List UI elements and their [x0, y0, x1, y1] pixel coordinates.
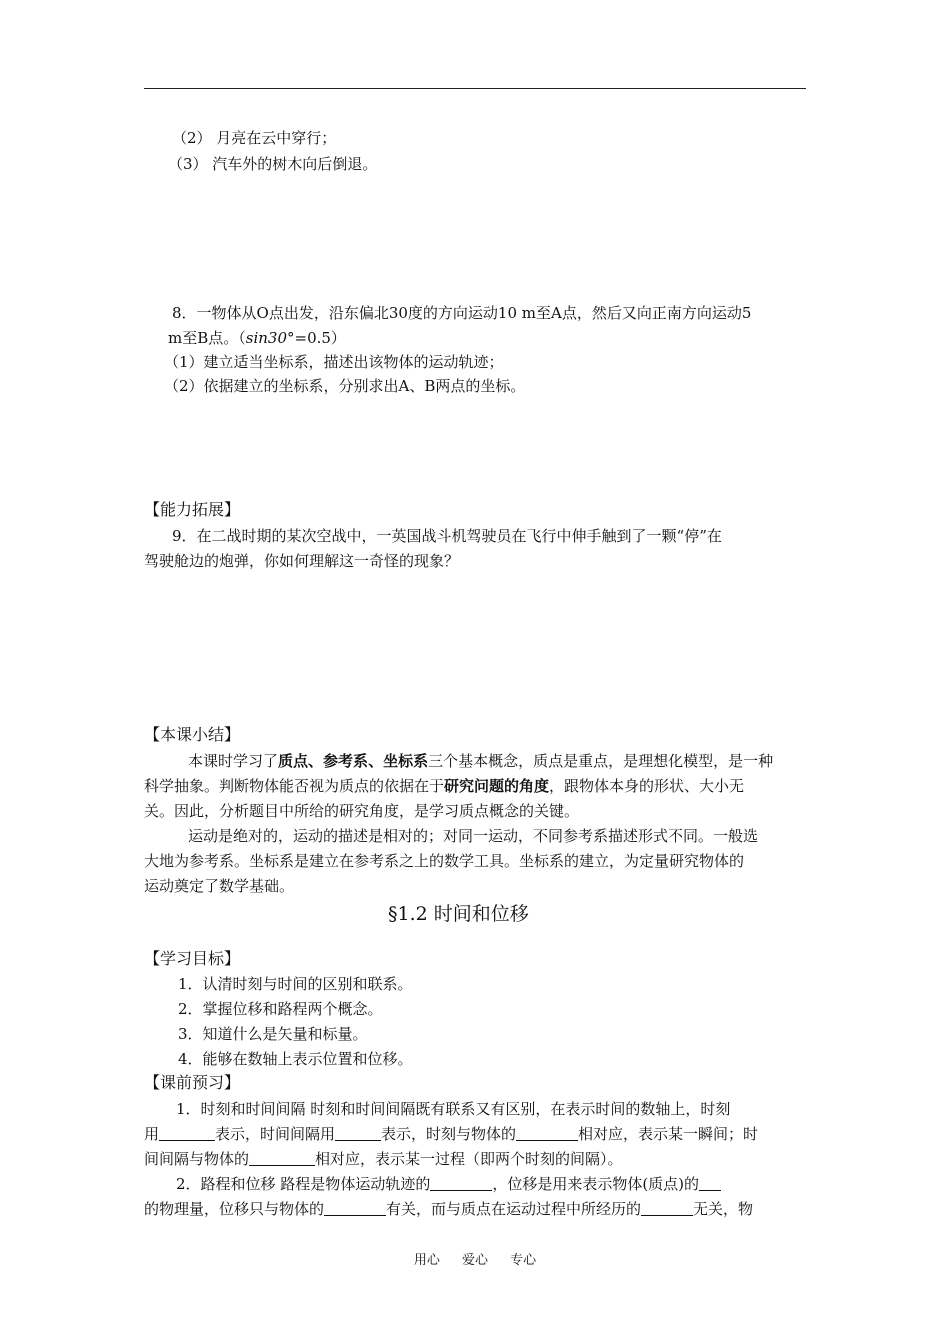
summary-p2-line-2: 大地为参考系。坐标系是建立在参考系之上的数学工具。坐标系的建立，为定量研究物体的 — [144, 852, 745, 870]
preview-text: 的物理量，位移只与物体的 — [144, 1200, 325, 1218]
preview-text: 相对应，表示某一瞬间；时 — [578, 1125, 759, 1143]
preview-text: 表示，时间间隔用 — [215, 1125, 336, 1143]
summary-p2-line-3: 运动奠定了数学基础。 — [144, 877, 295, 895]
preview-text: 无关，物 — [693, 1200, 754, 1218]
goal-item: 4．能够在数轴上表示位置和位移。 — [178, 1050, 413, 1068]
summary-text: ，跟物体本身的形状、大小无 — [549, 777, 745, 795]
preview-text: ，位移是用来表示物体(质点)的 — [492, 1175, 700, 1193]
summary-text: 科学抽象。判断物体能否视为质点的依据在于 — [144, 777, 445, 795]
q7-item-2: （2） 月亮在云中穿行； — [172, 129, 337, 147]
q8-line-1: 8．一物体从O点出发，沿东偏北30度的方向运动10 m至A点，然后又向正南方向运动5 — [172, 304, 752, 322]
goals-heading: 【学习目标】 — [144, 949, 241, 968]
fill-blank[interactable] — [699, 1176, 721, 1191]
preview-text: 2．路程和位移 路程是物体运动轨迹的 — [176, 1175, 431, 1193]
preview-heading: 【课前预习】 — [144, 1073, 241, 1092]
summary-bold-term: 研究问题的角度 — [444, 777, 550, 795]
goal-item: 3．知道什么是矢量和标量。 — [178, 1025, 368, 1043]
page-footer: 用心 爱心 专心 — [413, 1253, 537, 1268]
fill-blank[interactable] — [641, 1201, 693, 1216]
preview-p1-line-1: 1．时刻和时间间隔 时刻和时间间隔既有联系又有区别，在表示时间的数轴上，时刻 — [176, 1100, 731, 1118]
fill-blank[interactable] — [335, 1126, 381, 1141]
q8-line-2-value: =0.5） — [294, 329, 346, 347]
fill-blank[interactable] — [249, 1151, 315, 1166]
summary-p1-line-2 — [144, 776, 744, 796]
preview-p1-line-2 — [144, 1124, 758, 1144]
preview-text: 间间隔与物体的 — [144, 1150, 250, 1168]
q7-item-3: （3） 汽车外的树木向后倒退。 — [168, 155, 378, 173]
header-rule — [144, 88, 806, 89]
q8-sub-2: （2）依据建立的坐标系，分别求出A、B两点的坐标。 — [164, 377, 526, 395]
preview-p1-line-3 — [144, 1149, 623, 1169]
preview-text: 用 — [144, 1125, 160, 1143]
q8-sin-expression: sin30° — [245, 329, 295, 347]
section-title: §1.2 时间和位移 — [388, 903, 529, 925]
fill-blank[interactable] — [159, 1126, 215, 1141]
summary-p1-line-1 — [188, 751, 773, 771]
q8-sub-1: （1）建立适当坐标系，描述出该物体的运动轨迹； — [164, 353, 504, 371]
preview-text: 有关，而与质点在运动过程中所经历的 — [386, 1200, 642, 1218]
summary-text: 本课时学习了 — [188, 752, 279, 770]
preview-text: 表示，时刻与物体的 — [381, 1125, 517, 1143]
summary-heading: 【本课小结】 — [144, 725, 241, 744]
summary-bold-term: 参考系 — [323, 752, 369, 770]
summary-bold-term: 坐标系 — [383, 752, 429, 770]
fill-blank[interactable] — [430, 1176, 492, 1191]
ability-heading: 【能力拓展】 — [144, 500, 241, 519]
preview-p2-line-2 — [144, 1199, 753, 1219]
ability-line-1: 9．在二战时期的某次空战中，一英国战斗机驾驶员在飞行中伸手触到了一颗“停”在 — [172, 527, 722, 545]
q8-line-2 — [168, 328, 346, 348]
ability-line-2: 驾驶舱边的炮弹，你如何理解这一奇怪的现象？ — [144, 552, 460, 570]
goal-item: 1．认清时刻与时间的区别和联系。 — [178, 975, 413, 993]
fill-blank[interactable] — [324, 1201, 386, 1216]
summary-separator: 、 — [368, 752, 384, 770]
summary-p1-line-3: 关。因此，分析题目中所给的研究角度，是学习质点概念的关键。 — [144, 802, 580, 820]
preview-p2-line-1 — [176, 1174, 721, 1194]
summary-p2-line-1: 运动是绝对的，运动的描述是相对的；对同一运动，不同参考系描述形式不同。一般选 — [188, 827, 759, 845]
fill-blank[interactable] — [516, 1126, 578, 1141]
preview-text: 相对应，表示某一过程（即两个时刻的间隔）。 — [315, 1150, 623, 1168]
goal-item: 2．掌握位移和路程两个概念。 — [178, 1000, 383, 1018]
summary-bold-term: 质点 — [278, 752, 309, 770]
q8-line-2-text: m至B点。（ — [168, 329, 246, 347]
summary-separator: 、 — [308, 752, 324, 770]
summary-text: 三个基本概念，质点是重点，是理想化模型，是一种 — [428, 752, 774, 770]
